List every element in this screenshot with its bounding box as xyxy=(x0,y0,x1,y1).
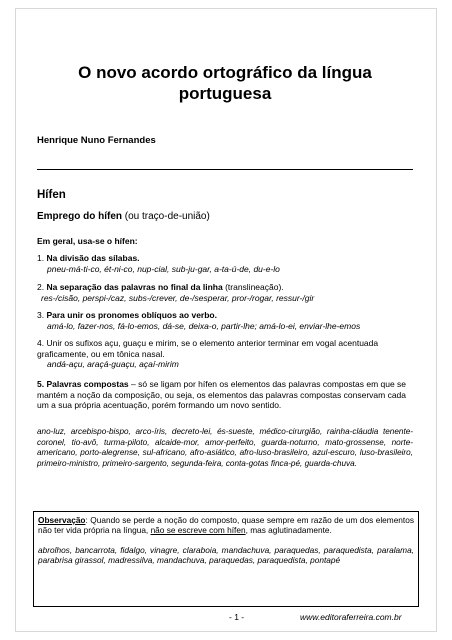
rule-3-number: 3. xyxy=(37,310,45,320)
rule-1-number: 1. xyxy=(37,253,45,263)
rule-1 xyxy=(37,253,413,274)
rule-4-text: 4. Unir os sufixos açu, guaçu e mirim, se o elemento anterior terminar em vogal acentuada graficamente, ou em tônica nasal. xyxy=(37,338,379,359)
rule-5-title: 5. Palavras compostas xyxy=(37,379,129,389)
observation-body: : Quando se perde a noção do composto, quase sempre em razão de um dos elementos não ter vida própria na língua, xyxy=(38,515,414,536)
compound-examples: ano-luz, arcebispo-bispo, arco-íris, decreto-lei, és-sueste, médico-cirurgião, rainha-cláudia tenente-coronel, tio-avô, turma-piloto, alcaide-mor, amor-perfeito, guarda-noturno, mato-grossense, norte-americano, porto-alegrense, sul-africano, afro-asiático, afro-luso-brasileiro, azul-escuro, luso-brasileiro, primeiro-ministro, primeiro-sargento, segunda-feira, conta-gotas finca-pé, guarda-chuva. xyxy=(37,427,413,468)
rule-2-title: Na separação das palavras no final da linha xyxy=(46,282,223,292)
rule-2 xyxy=(37,282,413,303)
document-title: O novo acordo ortográfico da língua portuguesa xyxy=(78,63,372,103)
observation-end: , mas aglutinadamente. xyxy=(245,525,332,536)
intro-text: Em geral, usa-se o hífen: xyxy=(37,236,138,246)
footer-website: www.editoraferreira.com.br xyxy=(300,612,402,622)
rule-3-examples: amá-lo, fazer-nos, fá-lo-emos, dá-se, deixa-o, partir-lhe; amá-lo-ei, enviar-lhe-emos xyxy=(47,320,361,331)
observation-text xyxy=(38,515,414,536)
rule-1-examples: pneu-má-ti-co, ét-ni-co, nup-cial, sub-ju-gar, a-ta-ú-de, du-e-lo xyxy=(47,263,280,274)
observation-label: Observação xyxy=(38,515,86,525)
rule-5 xyxy=(37,379,413,411)
page-number: - 1 - xyxy=(229,612,245,622)
observation-examples: abrolhos, bancarrota, fidalgo, vinagre, claraboia, mandachuva, paraquedas, paraquedista, paralama, parabrisa girassol, madressilva, mandachuva, paraquedas, paraquedista, pontapé xyxy=(38,544,414,566)
rule-2-number: 2. xyxy=(37,282,45,292)
subsection-heading xyxy=(37,211,210,222)
observation-underlined: não se escreve com hífen xyxy=(150,525,246,536)
rule-3-title: Para unir os pronomes oblíquos ao verbo. xyxy=(46,310,217,320)
rule-5-text: – só se ligam por hífen os elementos das palavras compostas em que se mantém a noção da composição, ou seja, os elementos das palavras compostas conservam cada um a sua própria acentuação, porém formando um novo sentido. xyxy=(37,379,407,410)
rule-3 xyxy=(37,310,413,331)
horizontal-rule xyxy=(37,169,413,170)
author-name: Henrique Nuno Fernandes xyxy=(37,135,156,146)
rule-4 xyxy=(37,338,413,370)
rule-1-title: Na divisão das sílabas. xyxy=(46,253,140,263)
section-heading: Hífen xyxy=(37,189,66,201)
observation-box xyxy=(33,511,419,607)
rule-2-note: (translineação). xyxy=(225,282,284,292)
rule-2-examples: res-/cisão, perspi-/caz, subs-/crever, de-/sesperar, pror-/rogar, ressur-/gir xyxy=(41,292,315,303)
subsection-paren: (ou traço-de-união) xyxy=(124,211,210,222)
rule-4-examples: andá-açu, araçá-guaçu, açaí-mirim xyxy=(47,359,179,369)
subsection-main: Emprego do hífen xyxy=(37,211,122,222)
